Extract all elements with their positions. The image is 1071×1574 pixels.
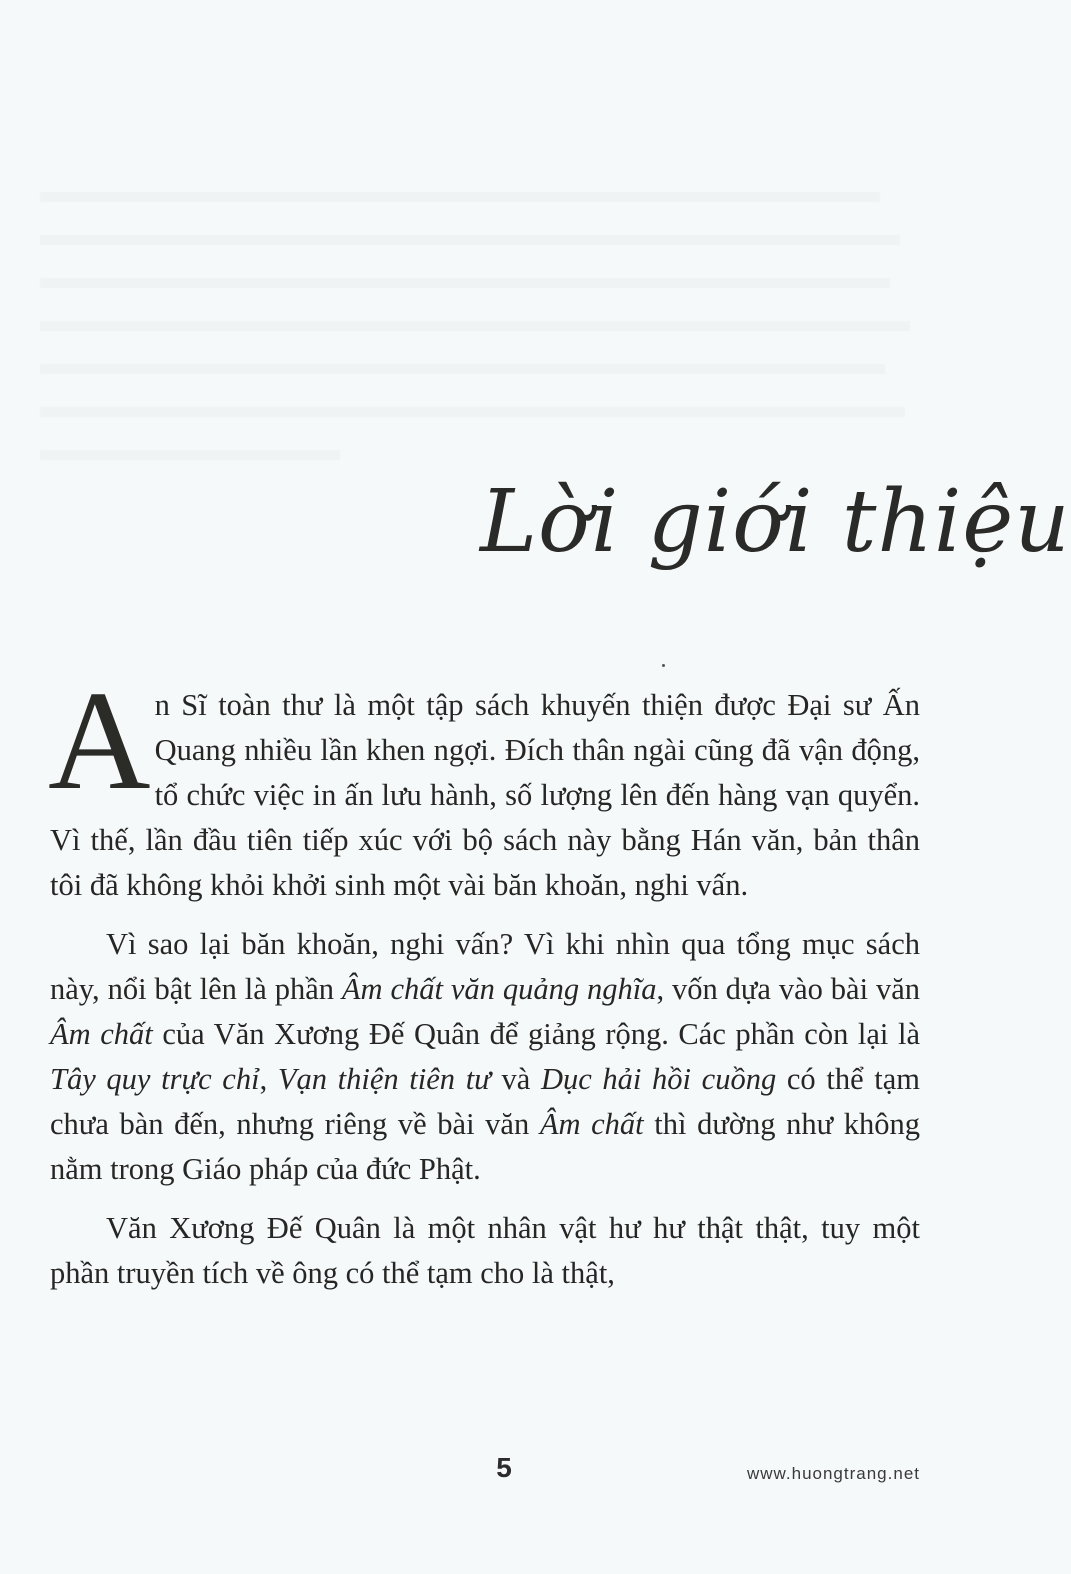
bleed-through-texture [40,170,920,471]
p2-italic-2: Âm chất [50,1017,153,1051]
intro-text: n Sĩ toàn thư là một tập sách khuyến thiện được Đại sư Ấn Quang nhiều lần khen ngợi. Đích thân ngài cũng đã vận động, tổ chức việc in ấn lưu hành, số lượng lên đến hàng vạn quyển. Vì thế, lần đầu tiên tiếp xúc với bộ sách này bằng Hán văn, bản thân tôi đã không khỏi khởi sinh một vài băn khoăn, nghi vấn. [50,688,920,902]
dropcap-spacer [50,615,920,683]
p2-text-5: và [490,1062,541,1096]
p2-text-4: , [259,1062,278,1096]
body-text [50,615,920,1310]
page-title: Lời giới thiệu [480,472,1071,572]
p2-italic-4: Vạn thiện tiên tư [277,1062,491,1096]
p2-italic-3: Tây quy trực chỉ [50,1062,260,1096]
intro-paragraph [50,615,920,908]
p3-text: Văn Xương Đế Quân là một nhân vật hư hư thật thật, tuy một phần truyền tích về ông có thể tạm cho là thật, [50,1211,920,1290]
drop-cap: A [48,661,151,819]
p2-italic-6: Âm chất [539,1107,644,1141]
p2-text-7: thì dường như không nằm trong Giáo pháp của đức Phật. [50,1107,921,1186]
p2-text-6: có thể tạm chưa bàn đến, nhưng riêng về bài văn [50,1062,921,1141]
p2-text-1: Vì sao lại băn khoăn, nghi vấn? Vì khi nhìn qua tổng mục sách này, nổi bật lên là phần [50,927,920,1006]
p2-text-3: của Văn Xương Đế Quân để giảng rộng. Các phần còn lại là [152,1017,920,1051]
p2-italic-5: Dục hải hồi cuồng [540,1062,777,1096]
p2-italic-1: Âm chất văn quảng nghĩa [341,972,657,1006]
paragraph-3 [50,1206,920,1296]
paragraph-2 [50,922,920,1192]
p2-text-2: , vốn dựa vào bài văn [656,972,920,1006]
page-number: 5 [496,1452,512,1483]
publisher-website: www.huongtrang.net [747,1464,920,1483]
